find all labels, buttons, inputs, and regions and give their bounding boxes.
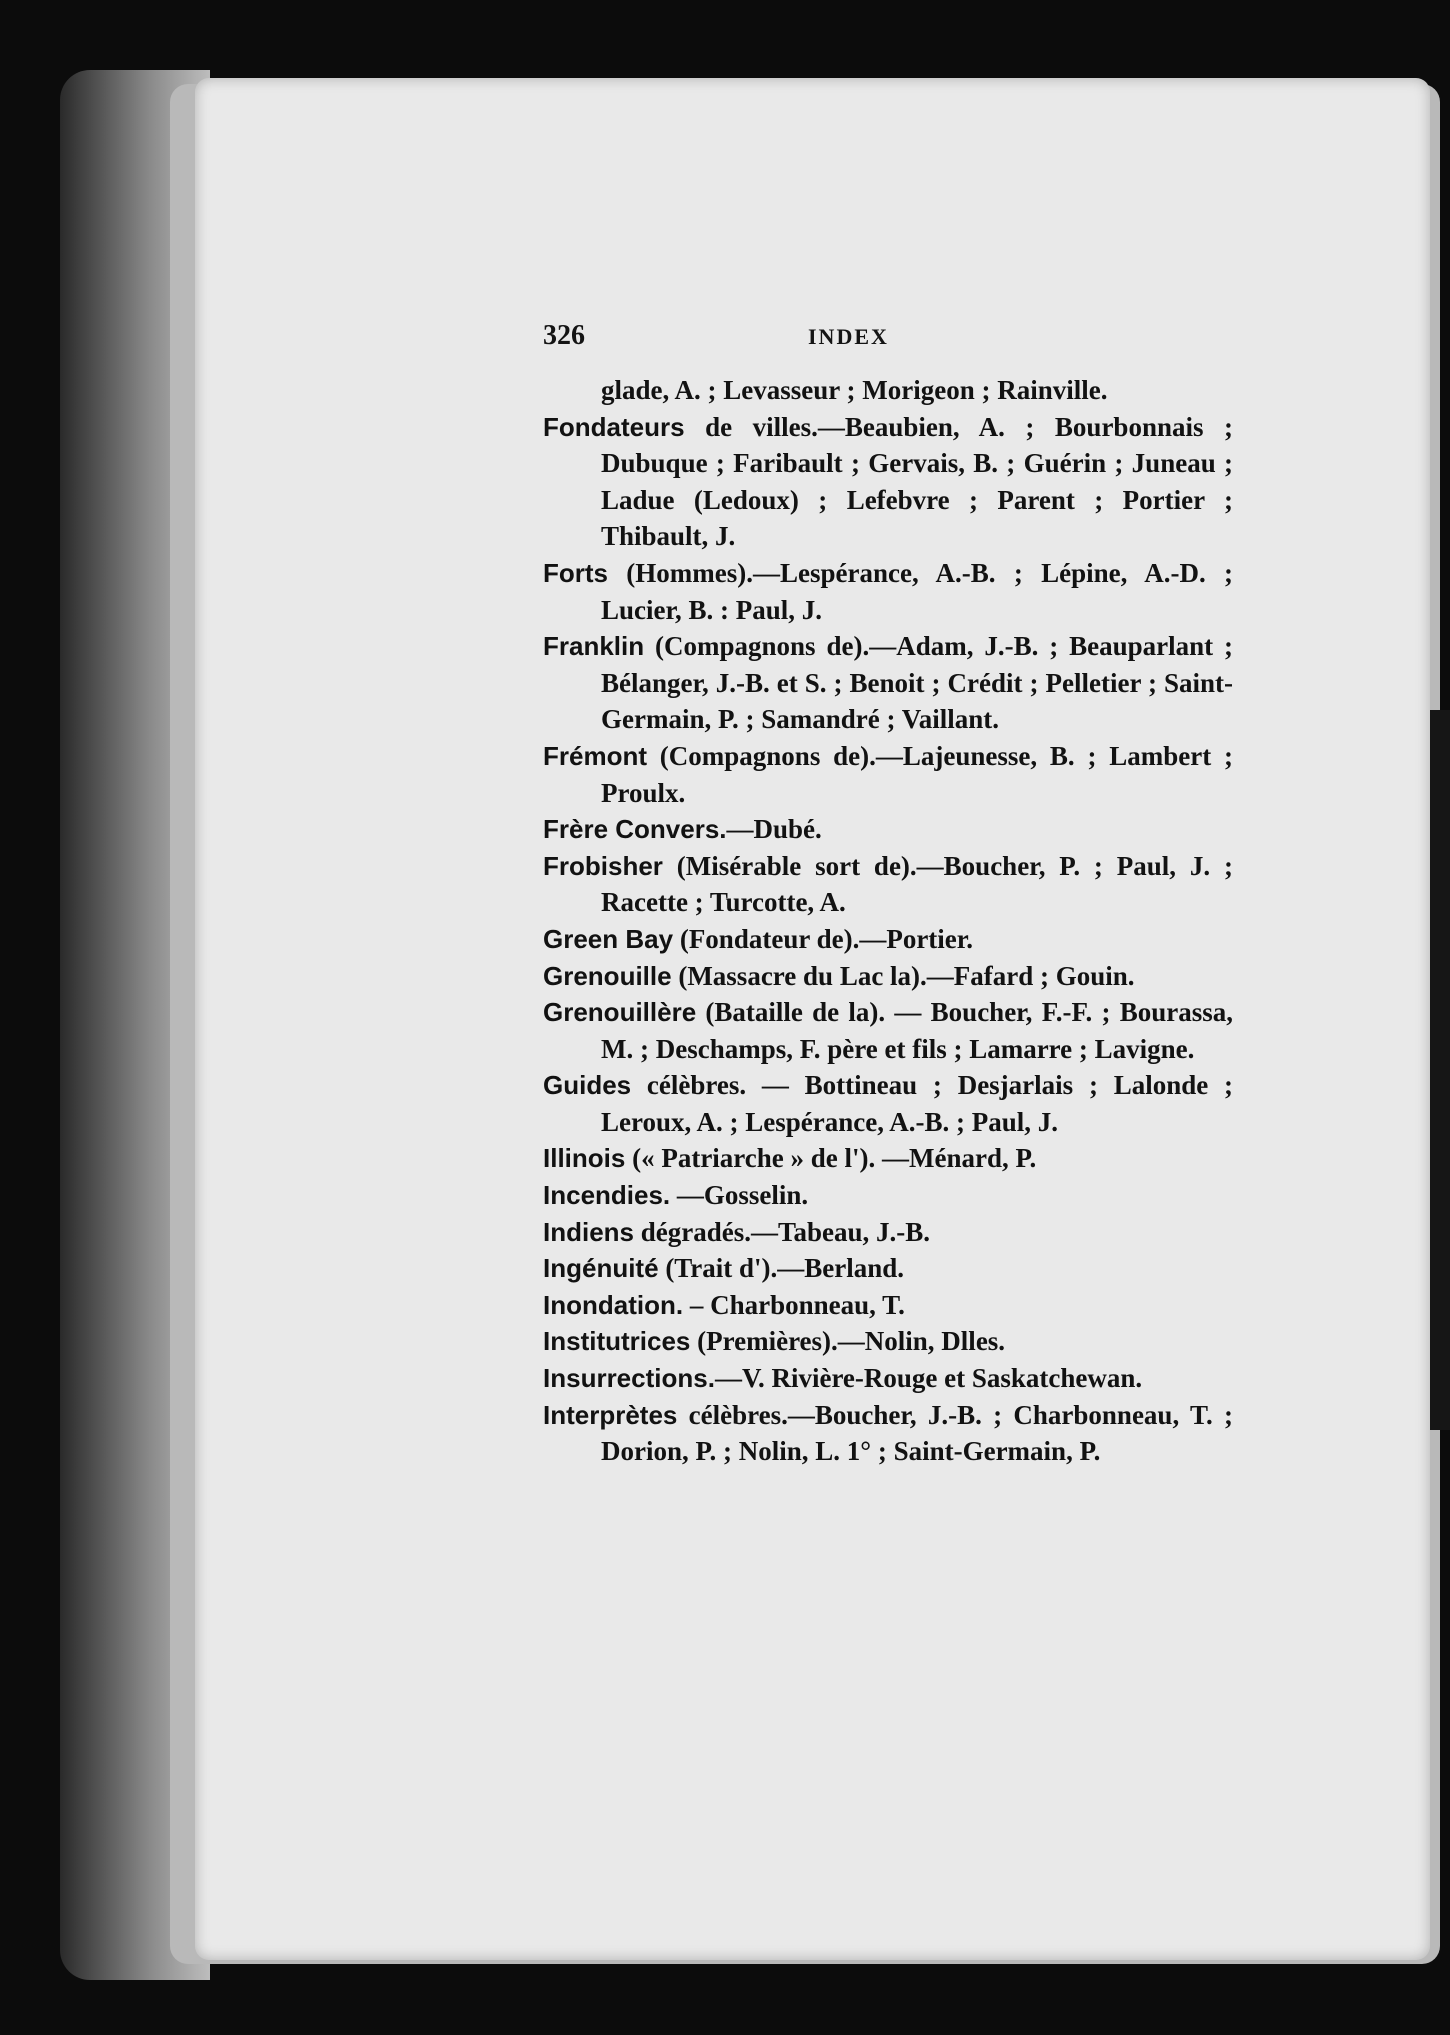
- entry-headword: Forts: [543, 557, 608, 588]
- entry-text: célèbres. — Bottineau ; Desjarlais ; Lalonde ; Leroux, A. ; Lespérance, A.-B. ; Paul, J.: [601, 1070, 1233, 1137]
- entry-headword: Insurrections.: [543, 1363, 715, 1394]
- index-entry: [543, 1397, 1233, 1470]
- index-entry: [543, 1214, 1233, 1251]
- index-entry: [543, 1067, 1233, 1140]
- index-entry: [543, 848, 1233, 921]
- entry-text: (Fondateur de).—Portier.: [673, 923, 974, 954]
- index-entry: [543, 628, 1233, 738]
- entry-headword: Inondation.: [543, 1289, 684, 1320]
- entry-text: (Compagnons de).—Lajeunesse, B. ; Lambert ; Proulx.: [601, 740, 1233, 808]
- entry-headword: Interprètes: [543, 1399, 678, 1430]
- page-header: [543, 320, 1243, 360]
- index-entry: [543, 1140, 1233, 1177]
- entry-text: (Trait d').—Berland.: [658, 1253, 905, 1284]
- entry-headword: Frémont: [543, 740, 647, 771]
- entry-text: (Misérable sort de).—Boucher, P. ; Paul, J. ; Racette ; Turcotte, A.: [601, 850, 1233, 918]
- index-entry: [543, 921, 1233, 958]
- entry-text: —Dubé.: [726, 814, 822, 845]
- entry-text: —Gosselin.: [670, 1180, 809, 1211]
- index-entry: [543, 1250, 1233, 1287]
- entry-text: (Bataille de la). — Boucher, F.-F. ; Bourassa, M. ; Deschamps, F. père et fils ; Lamarre ; Lavigne.: [601, 997, 1233, 1064]
- index-entry: [543, 738, 1233, 811]
- entry-text: célèbres.—Boucher, J.-B. ; Charbonneau, T. ; Dorion, P. ; Nolin, L. 1° ; Saint-Germain, P.: [601, 1399, 1233, 1467]
- entry-headword: Frobisher: [543, 850, 663, 881]
- entry-text: (Massacre du Lac la).—Fafard ; Gouin.: [671, 960, 1135, 991]
- index-entry: [543, 1323, 1233, 1360]
- entry-headword: Institutrices: [543, 1326, 691, 1357]
- entry-headword: Illinois: [543, 1143, 626, 1174]
- entry-headword: Franklin: [543, 631, 645, 662]
- entry-headword: Frère Convers.: [543, 814, 727, 845]
- entry-headword: Grenouillère: [543, 997, 697, 1028]
- entry-headword: Guides: [543, 1070, 632, 1101]
- index-entry: [543, 1177, 1233, 1214]
- index-entry: [543, 1287, 1233, 1324]
- right-rim: [1430, 710, 1450, 1430]
- entry-text: (Hommes).—Lespérance, A.-B. ; Lépine, A.-D. ; Lucier, B. : Paul, J.: [601, 557, 1233, 625]
- index-entry: [543, 958, 1233, 995]
- entry-headword: Indiens: [543, 1216, 635, 1247]
- entry-text: (Compagnons de).—Adam, J.-B. ; Beauparlant ; Bélanger, J.-B. et S. ; Benoit ; Crédit ; Pelletier ; Saint-Germain, P. ; Samandré ; Vaillant.: [601, 631, 1233, 735]
- index-entry: [543, 555, 1233, 628]
- entry-headword: Incendies.: [543, 1180, 671, 1211]
- index-body: [543, 372, 1233, 1470]
- entry-text: (Premières).—Nolin, Dlles.: [690, 1326, 1006, 1357]
- entry-text: —V. Rivière-Rouge et Saskatchewan.: [714, 1363, 1143, 1394]
- entry-text: dégradés.—Tabeau, J.-B.: [634, 1216, 931, 1247]
- running-head: INDEX: [808, 324, 889, 349]
- index-entry: [543, 409, 1233, 555]
- index-entry: [543, 811, 1233, 848]
- index-entry: [543, 1360, 1233, 1397]
- entry-text: – Charbonneau, T.: [683, 1289, 905, 1320]
- continuation-line: glade, A. ; Levasseur ; Morigeon ; Rainville.: [601, 375, 1108, 405]
- entry-text: (« Patriarche » de l'). —Ménard, P.: [625, 1143, 1037, 1174]
- entry-headword: Fondateurs: [543, 411, 685, 442]
- entry-headword: Grenouille: [543, 960, 672, 991]
- entry-headword: Green Bay: [543, 923, 674, 954]
- entry-text: de villes.—Beaubien, A. ; Bourbonnais ; Dubuque ; Faribault ; Gervais, B. ; Guérin ; Juneau ; Ladue (Ledoux) ; Lefebvre ; Parent ; Portier ; Thibault, J.: [601, 411, 1233, 552]
- entry-headword: Ingénuité: [543, 1253, 659, 1284]
- index-entry: [543, 994, 1233, 1067]
- page-number: 326: [543, 320, 585, 351]
